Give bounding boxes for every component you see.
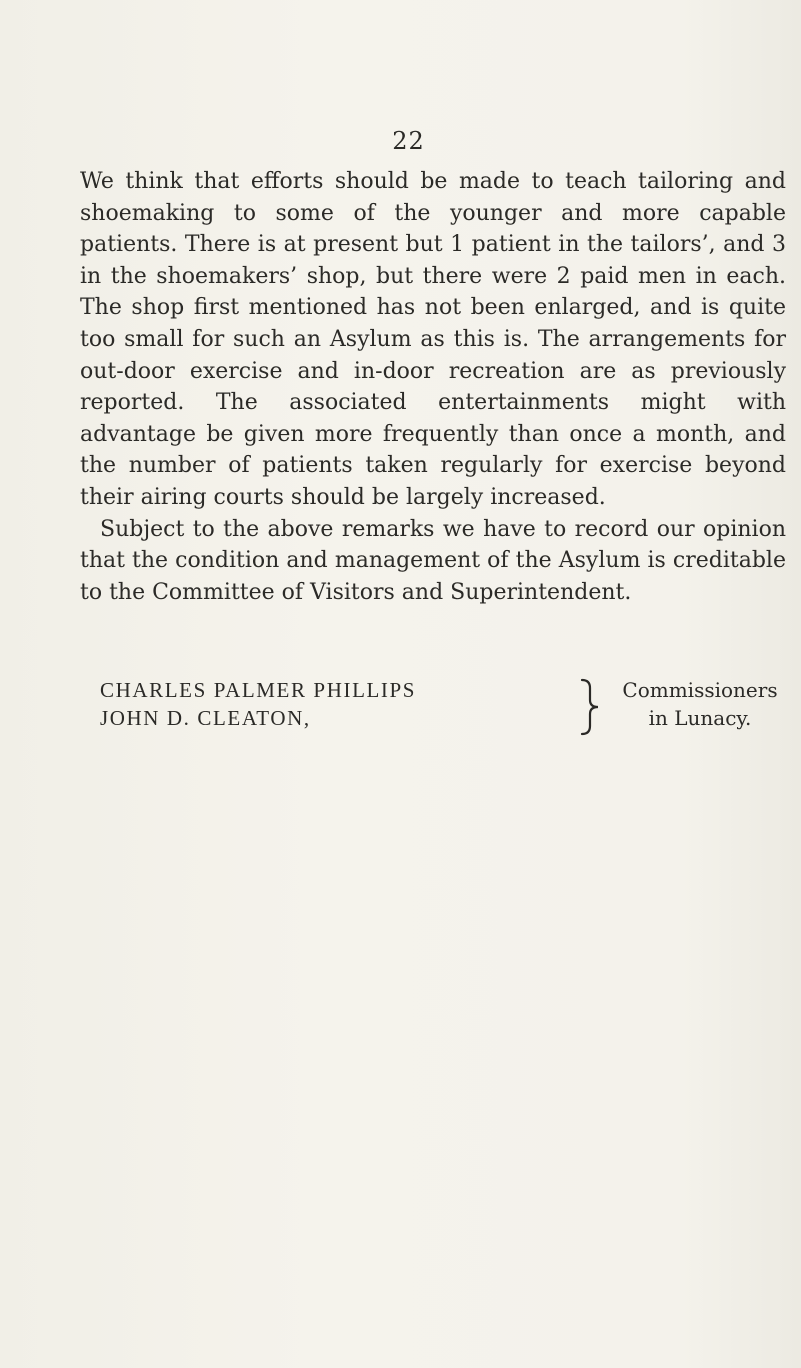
- curly-brace-icon: [578, 678, 604, 736]
- signatory-name: CHARLES PALMER PHILLIPS: [100, 678, 417, 702]
- title-line: in Lunacy.: [648, 706, 752, 730]
- signatory-title: [610, 676, 790, 732]
- page-number: 22: [392, 127, 425, 155]
- paragraph-recommendations: We think that efforts should be made to teach tailoring and shoemaking to some of the younger and more capable patients. There is at present but 1 patient in the tailors’, and 3 in the shoemakers’ shop, but there were 2 paid men in each. The shop first mentioned has not been enlarged, and is quite too small for such an Asylum as this is. The arrangements for out-door exercise and in-door recreation are as previously reported. The associated entertainments might with advantage be given more frequently than once a month, and the number of patients taken regularly for exercise beyond their airing courts should be largely increased.: [80, 169, 786, 510]
- paragraph-conclusion: Subject to the above remarks we have to record our opinion that the condition and management of the Asylum is creditable to the Committee of Visitors and Superintendent.: [80, 516, 786, 605]
- signatory-name: JOHN D. CLEATON,: [100, 706, 311, 730]
- title-line: Commissioners: [622, 678, 778, 702]
- report-body: [80, 166, 786, 608]
- signature-block: [100, 676, 790, 738]
- signatory-names: [100, 676, 416, 732]
